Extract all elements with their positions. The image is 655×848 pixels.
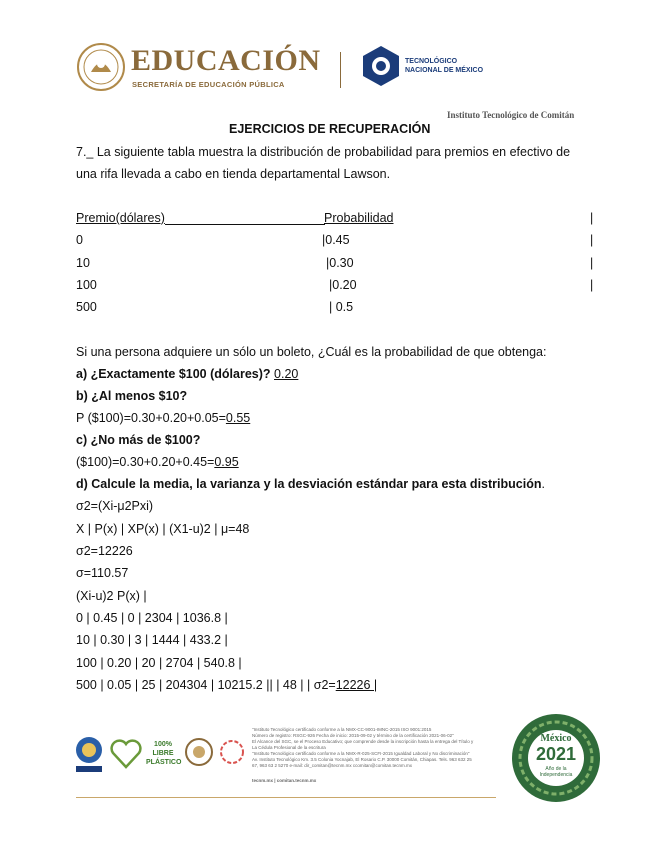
table-row-3-right: | 0.5 <box>329 300 354 314</box>
tecnm-logo-icon <box>360 44 402 88</box>
intro-line-2: una rifa llevada a cabo en tienda departamental Lawson. <box>76 167 391 181</box>
table-header-prize: Premio(dólares) <box>76 211 165 225</box>
table-bar: | <box>590 211 594 225</box>
qa-c-work-text: ($100)=0.30+0.20+0.45= <box>76 455 215 469</box>
work-last-answer: 12226 | <box>335 678 378 692</box>
qa-b-answer: 0.55 <box>225 411 251 425</box>
edu-subtitle: SECRETARÍA DE EDUCACIÓN PÚBLICA <box>132 80 285 89</box>
tecnm-line2: NACIONAL DE MÉXICO <box>405 67 484 74</box>
intro-line-1: 7._ La siguiente tabla muestra la distribución de probabilidad para premios en efectivo de <box>76 145 571 159</box>
badge-year: 2021 <box>536 744 577 764</box>
table-row-3-left: 500 <box>76 300 97 314</box>
qa-c-label: c) ¿No más de $100? <box>76 433 201 447</box>
table-row-1-left: 10 <box>76 256 90 270</box>
work-line: σ2=(Xi-μ2Pxi) <box>76 499 154 513</box>
work-line: 0 | 0.45 | 0 | 2304 | 1036.8 | <box>76 611 228 625</box>
footer-text-line: El Alcance del SGC, se el Proceso Educativo; que comprende desde la inscripción hasta la entrega del Título y <box>252 739 474 744</box>
footer-rule <box>76 797 496 798</box>
footer-text-line: Número de registro: RSGC-926 Fecha de inicio: 2015-09-02 y término de la certificación 2021-06-02" <box>252 733 454 738</box>
table-row-2-left: 100 <box>76 278 97 292</box>
work-last-text: 500 | 0.05 | 25 | 204304 | 10215.2 || | 48 | | σ2= <box>76 678 336 692</box>
footer-web: tecnm.mx | comitan.tecnm.mx <box>252 778 317 783</box>
footer-text-line: "Instituto Tecnológico certificado conforme a la NMX-CC-9001-IMNC-2015 ISO 9001:2015 <box>252 727 432 732</box>
work-line: (Xi-u)2 P(x) | <box>76 589 147 603</box>
footer-plastic-badge: 100% LIBRE PLÁSTICO <box>146 741 182 766</box>
footer-text-line: La Cédula Profesional de la escritura <box>252 745 326 750</box>
table-row-1-right: |0.30 <box>326 256 354 270</box>
work-line: σ2=12226 <box>76 544 133 558</box>
table-header-underline <box>165 224 325 225</box>
qa-a-label: a) ¿Exactamente $100 (dólares)? <box>76 367 271 381</box>
footer-seal-icon <box>184 737 214 767</box>
qa-a-answer: 0.20 <box>274 367 299 381</box>
footer-text-line: "Instituto Tecnológico certificado conforme a la NMX-R-025-SCFI-2015 Igualdad Laboral y No discriminación" <box>252 751 470 756</box>
qa-d-dot: . <box>541 477 545 491</box>
work-line: X | P(x) | XP(x) | (X1-u)2 | μ=48 <box>76 522 250 536</box>
qa-b-label: b) ¿Al menos $10? <box>76 389 188 403</box>
badge-sub: Año de la Independencia <box>539 766 573 778</box>
table-row-2-right: |0.20 <box>329 278 357 292</box>
table-row-0-left: 0 <box>76 233 83 247</box>
table-header-prob: Probabilidad <box>324 211 394 225</box>
doc-title: EJERCICIOS DE RECUPERACIÓN <box>229 122 431 136</box>
work-line: σ=110.57 <box>76 566 129 580</box>
institute-name: Instituto Tecnológico de Comitán <box>447 110 575 120</box>
table-bar: | <box>590 233 594 247</box>
footer-text-line: Av. Instituto Tecnológico Km. 3.5 Colonia Yocnajab, El Rosario C.P. 30000 Comitán, Chiapas. Tels. 963 632 25 <box>252 757 472 762</box>
qa-a <box>76 367 298 381</box>
table-bar: | <box>590 278 594 292</box>
qa-c-answer: 0.95 <box>214 455 239 469</box>
footer-text-block <box>252 727 502 769</box>
qa-c-work <box>76 455 239 469</box>
footer-heart-icon <box>108 735 144 771</box>
footer-text-line: 67, 963 63 2 5270 e-mail: dir_comitan@tecnm.mx ccomitan@comitan.tecnm.mx <box>252 763 412 768</box>
header-divider <box>340 52 341 88</box>
sep-seal <box>76 42 126 92</box>
qa-b-work <box>76 411 250 425</box>
table-row-0-right: |0.45 <box>322 233 350 247</box>
footer-logo-cert <box>74 735 104 775</box>
work-line: 10 | 0.30 | 3 | 1444 | 433.2 | <box>76 633 228 647</box>
qa-d <box>76 477 545 491</box>
work-line: 100 | 0.20 | 20 | 2704 | 540.8 | <box>76 656 242 670</box>
edu-title: EDUCACIÓN <box>131 44 321 77</box>
tecnm-line1: TECNOLÓGICO <box>405 58 458 65</box>
qa-b-work-text: P ($100)=0.30+0.20+0.05= <box>76 411 226 425</box>
work-last-line <box>76 678 377 692</box>
qa-d-label: d) Calcule la media, la varianza y la desviación estándar para esta distribución <box>76 477 542 491</box>
footer-ring-icon <box>218 738 246 766</box>
badge-mexico: México <box>540 733 572 744</box>
table-bar: | <box>590 256 594 270</box>
question-text: Si una persona adquiere un sólo un boleto, ¿Cuál es la probabilidad de que obtenga: <box>76 345 547 359</box>
